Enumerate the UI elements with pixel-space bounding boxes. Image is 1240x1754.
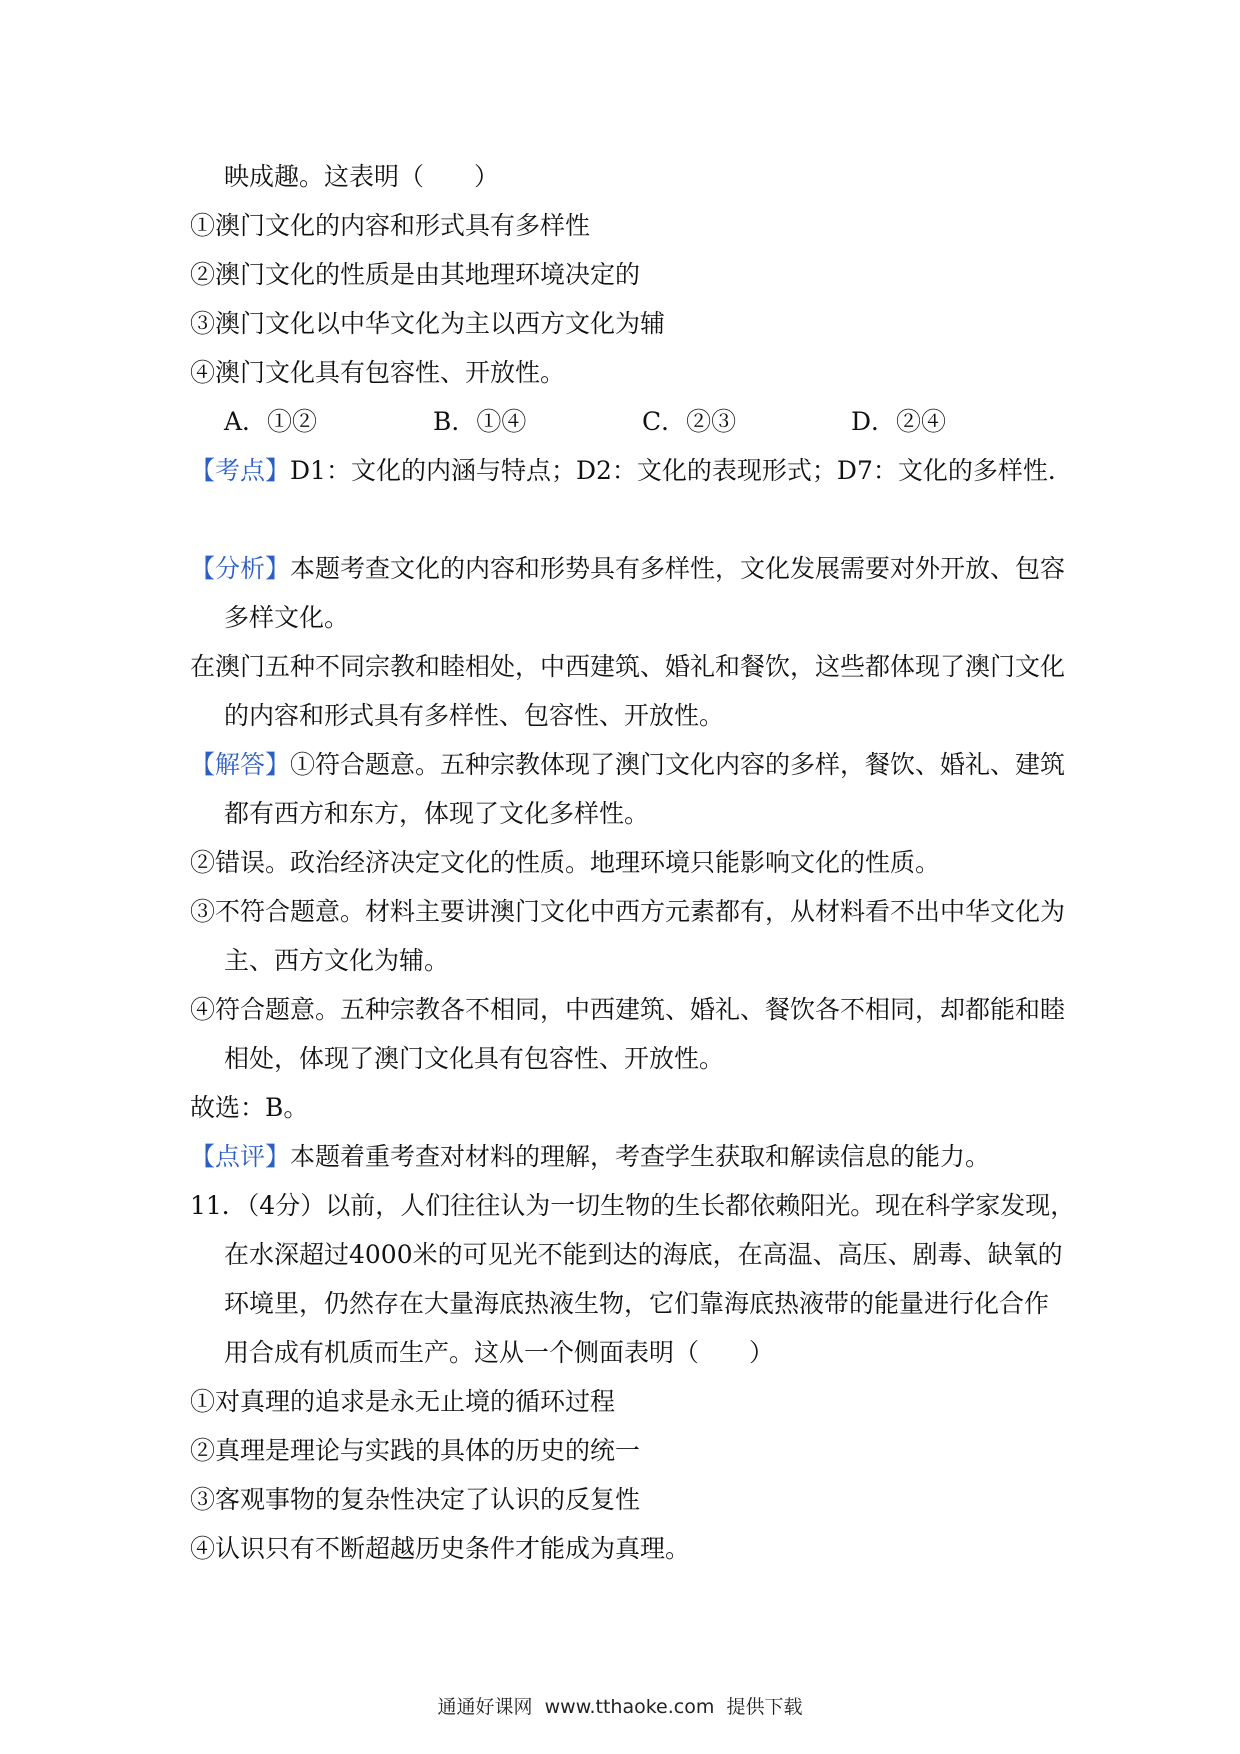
q10-option-a: A．①② [224, 407, 318, 436]
q11-stem-4: 用合成有机质而生产。这从一个侧面表明（ ） [224, 1338, 775, 1367]
q10-statement-3: ③澳门文化以中华文化为主以西方文化为辅 [190, 309, 666, 338]
document-body [190, 152, 1076, 1573]
q11-stem-2: 在水深超过4000米的可见光不能到达的海底，在高温、高压、剧毒、缺氧的 [224, 1240, 1063, 1269]
jieda-text-1: ①符合题意。五种宗教体现了澳门文化内容的多样，餐饮、婚礼、建筑 [290, 750, 1066, 779]
jieda-text-3: ②错误。政治经济决定文化的性质。地理环境只能影响文化的性质。 [190, 848, 941, 877]
kaodian-tag: 【考点】 [190, 456, 291, 485]
fenxi-tag: 【分析】 [190, 554, 291, 583]
q11-stem-3: 环境里，仍然存在大量海底热液生物，它们靠海底热液带的能量进行化合作 [224, 1289, 1050, 1318]
jieda-text-7: 相处，体现了澳门文化具有包容性、开放性。 [224, 1044, 725, 1073]
q11-stem-1: 11．（4分）以前，人们往往认为一切生物的生长都依赖阳光。现在科学家发现， [190, 1191, 1076, 1220]
q11-statement-4: ④认识只有不断超越历史条件才能成为真理。 [190, 1534, 691, 1563]
page-footer: 通通好课网 www.tthaoke.com 提供下载 [437, 1696, 803, 1718]
spacer [190, 495, 1060, 544]
q10-dianping [190, 1132, 1060, 1181]
q11-statement-2: ②真理是理论与实践的具体的历史的统一 [190, 1436, 641, 1465]
fenxi-text-2: 多样文化。 [224, 603, 350, 632]
q10-fenxi [190, 544, 1066, 593]
q10-statement-2: ②澳门文化的性质是由其地理环境决定的 [190, 260, 641, 289]
q10-jieda [190, 740, 1066, 789]
fenxi-text-3: 在澳门五种不同宗教和睦相处，中西建筑、婚礼和餐饮，这些都体现了澳门文化 [190, 652, 1066, 681]
q10-statement-4: ④澳门文化具有包容性、开放性。 [190, 358, 566, 387]
dianping-tag: 【点评】 [190, 1142, 291, 1171]
q10-option-d: D．②④ [851, 407, 947, 436]
jieda-text-2: 都有西方和东方，体现了文化多样性。 [224, 799, 650, 828]
q10-kaodian [190, 446, 1073, 495]
jieda-text-6: ④符合题意。五种宗教各不相同，中西建筑、婚礼、餐饮各不相同，却都能和睦 [190, 995, 1066, 1024]
jieda-text-4: ③不符合题意。材料主要讲澳门文化中西方元素都有，从材料看不出中华文化为 [190, 897, 1066, 926]
q10-option-b: B．①④ [433, 407, 527, 436]
q10-stem-tail: 映成趣。这表明（ ） [224, 162, 500, 191]
q10-answer: 故选：B。 [190, 1093, 309, 1122]
kaodian-text: D1：文化的内涵与特点；D2：文化的表现形式；D7：文化的多样性． [290, 456, 1073, 485]
dianping-text: 本题着重考查对材料的理解，考查学生获取和解读信息的能力。 [290, 1142, 991, 1171]
fenxi-text-4: 的内容和形式具有多样性、包容性、开放性。 [224, 701, 725, 730]
q10-options [190, 397, 1060, 446]
jieda-text-5: 主、西方文化为辅。 [224, 946, 450, 975]
q10-statement-1: ①澳门文化的内容和形式具有多样性 [190, 211, 591, 240]
q10-option-c: C．②③ [642, 407, 737, 436]
q11-statement-3: ③客观事物的复杂性决定了认识的反复性 [190, 1485, 641, 1514]
q11-statement-1: ①对真理的追求是永无止境的循环过程 [190, 1387, 616, 1416]
jieda-tag: 【解答】 [190, 750, 291, 779]
fenxi-text-1: 本题考查文化的内容和形势具有多样性，文化发展需要对外开放、包容 [290, 554, 1066, 583]
